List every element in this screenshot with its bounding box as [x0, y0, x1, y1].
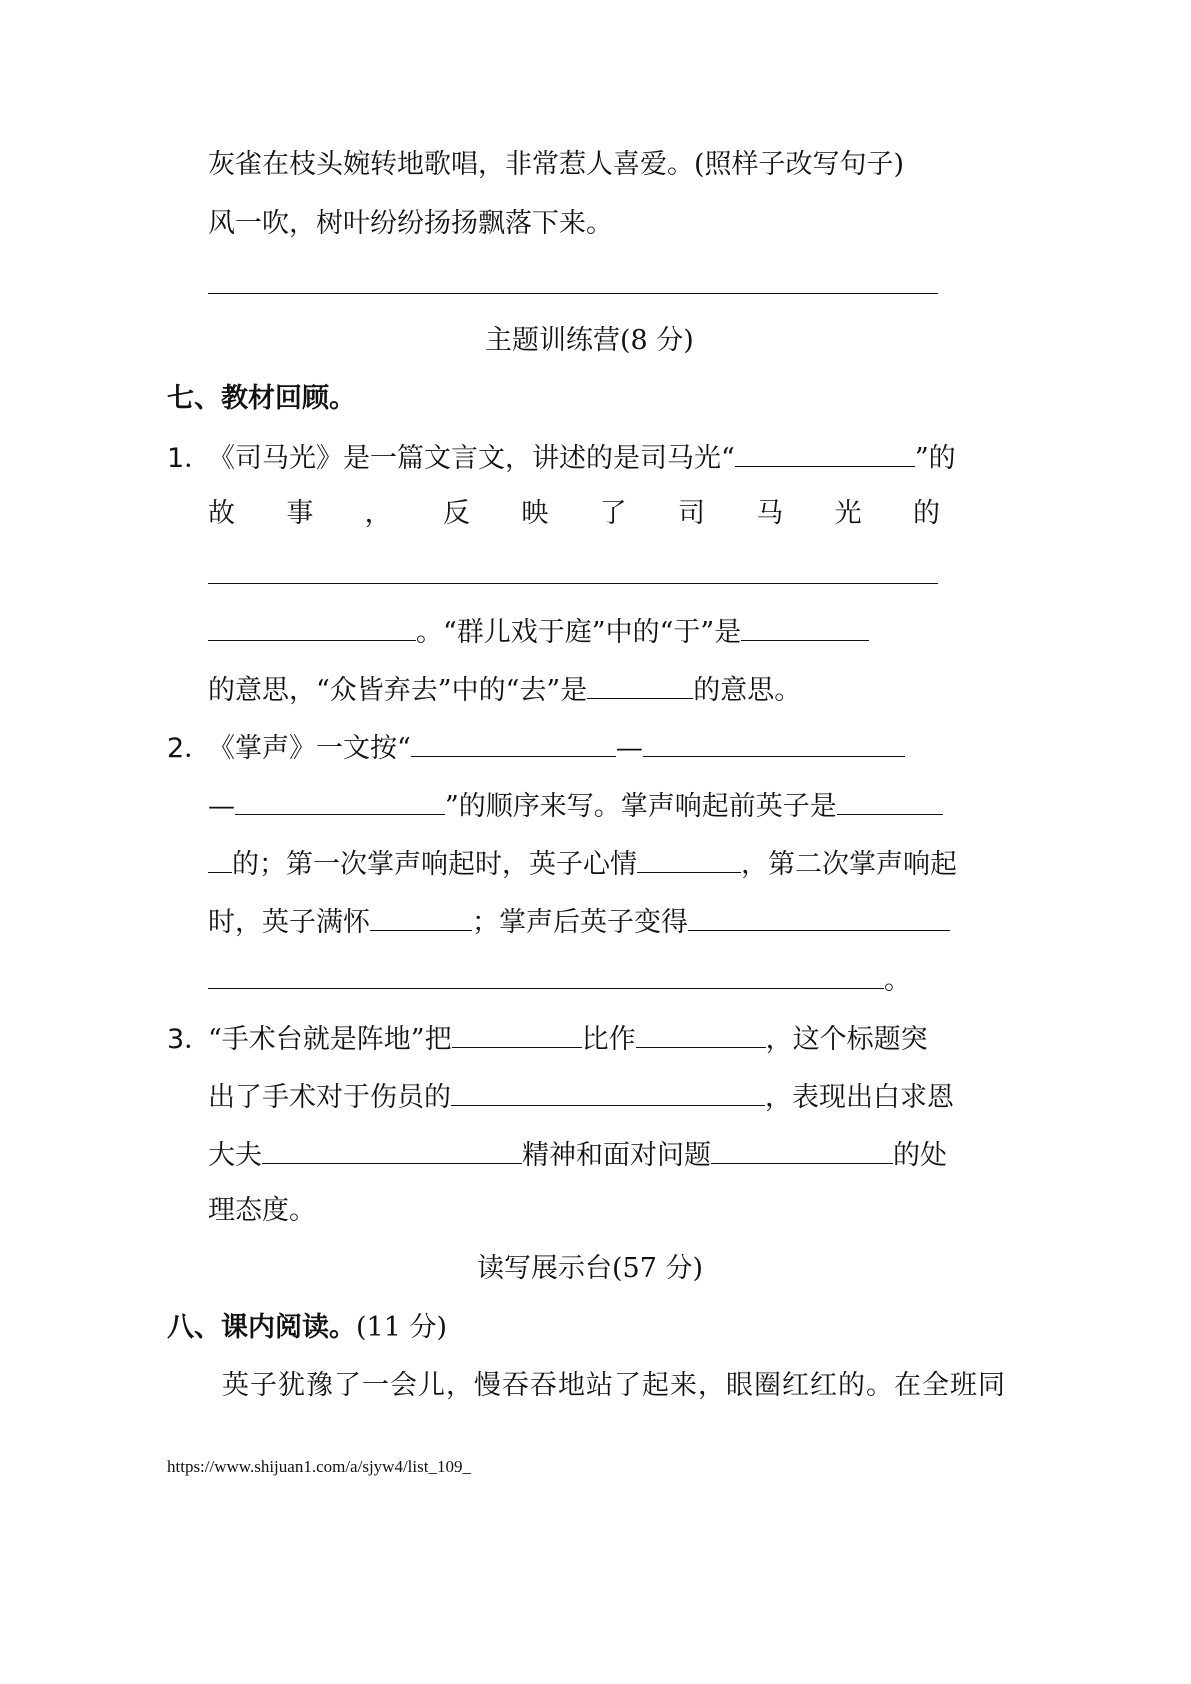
- q2-period: 。: [884, 965, 911, 996]
- q1-text-a: 《司马光》是一篇文言文，讲述的是司马光“: [208, 443, 735, 474]
- q3-text-d: 出了手术对于伤员的: [208, 1082, 451, 1113]
- q2-blank-8[interactable]: [688, 902, 950, 931]
- section-heading-reading: 读写展示台(57 分): [477, 1253, 704, 1284]
- task-sentence: 风一吹，树叶纷纷扬扬飘落下来。: [208, 208, 613, 239]
- q3-blank-4[interactable]: [262, 1135, 522, 1164]
- q2-text-b: ”的顺序来写。掌声响起前英子是: [445, 791, 837, 822]
- q1-char: 的: [912, 498, 940, 529]
- q3-number: 3．: [167, 1024, 212, 1055]
- q3-text-b: 比作: [581, 1024, 636, 1055]
- q3-text-a: “手术台就是阵地”把: [208, 1024, 452, 1055]
- q1-char: 马: [756, 498, 784, 529]
- q3-text-f: 大夫: [208, 1140, 262, 1171]
- q1-blank-4[interactable]: [741, 612, 869, 641]
- q2-line-3: [208, 844, 957, 883]
- q2-blank-4[interactable]: [837, 786, 943, 815]
- q1-char: 司: [677, 498, 705, 529]
- q2-number: 2．: [167, 733, 212, 764]
- section-heading-theme: 主题训练营(8 分): [485, 325, 694, 356]
- q1-text-e: 的意思。: [693, 675, 802, 706]
- q1-blank-3[interactable]: [208, 612, 416, 641]
- q2-blank-7[interactable]: [370, 902, 472, 931]
- example-sentence: [208, 147, 904, 183]
- section-8-score: (11 分): [356, 1312, 448, 1343]
- q1-text-b: ”的: [914, 443, 956, 474]
- q1-char: 故: [208, 498, 235, 529]
- q1-blank-5[interactable]: [587, 670, 693, 699]
- q2-line-4: [208, 902, 950, 941]
- q2-blank-1[interactable]: [411, 728, 616, 757]
- q3-line-2: [208, 1077, 954, 1116]
- q2-dash: —: [208, 791, 235, 822]
- q1-text-d: 的意思，“众皆弃去”中的“去”是: [208, 675, 588, 706]
- q2-text-d: ，第二次掌声响起: [741, 849, 957, 880]
- q2-text-c: 的；第一次掌声响起时，英子心情: [232, 849, 637, 880]
- q3-line-4: 理态度。: [208, 1195, 316, 1226]
- q3-blank-3[interactable]: [451, 1077, 765, 1106]
- q1-line-5: [208, 670, 801, 709]
- q1-line-1: [167, 438, 956, 477]
- q1-blank-1[interactable]: [735, 438, 915, 467]
- q3-text-e: ，表现出白求恩: [765, 1082, 954, 1113]
- q1-blank-2[interactable]: [208, 583, 938, 584]
- q2-dash: —: [615, 733, 643, 764]
- q1-char: 反: [442, 498, 470, 529]
- section-8-title-text: 八、课内阅读。: [167, 1312, 356, 1343]
- q1-char: 事: [286, 498, 314, 529]
- q3-text-g: 精神和面对问题: [522, 1140, 711, 1171]
- example-note: (照样子改写句子): [694, 149, 905, 180]
- q2-line-1: [167, 728, 905, 767]
- q2-text-a: 《掌声》一文按“: [208, 733, 411, 764]
- q2-line-5: [208, 960, 911, 999]
- q1-char: 映: [521, 498, 549, 529]
- q1-char: 了: [599, 498, 627, 529]
- q3-blank-5[interactable]: [711, 1135, 893, 1164]
- section-7-title: 七、教材回顾。: [167, 383, 356, 414]
- q3-blank-1[interactable]: [452, 1019, 582, 1048]
- section-8-title: [167, 1310, 447, 1346]
- answer-line: [208, 293, 938, 294]
- example-sentence-text: 灰雀在枝头婉转地歌唱，非常惹人喜爱。: [208, 149, 694, 180]
- q3-line-1: [167, 1019, 928, 1058]
- passage-line: 英子犹豫了一会儿，慢吞吞地站了起来，眼圈红红的。在全班同: [222, 1370, 1006, 1401]
- q1-text-c: 。“群儿戏于庭”中的“于”是: [416, 617, 742, 648]
- q2-blank-2[interactable]: [643, 728, 905, 757]
- q1-char: 光: [834, 498, 862, 529]
- q3-text-c: ，这个标题突: [765, 1024, 928, 1055]
- footer-url[interactable]: https://www.shijuan1.com/a/sjyw4/list_109_: [167, 1457, 471, 1476]
- q1-line-4: [208, 612, 869, 651]
- q3-text-h: 的处: [893, 1140, 947, 1171]
- q1-line-2: [208, 496, 940, 532]
- q2-text-f: ；掌声后英子变得: [472, 907, 688, 938]
- q1-char: ，: [364, 498, 392, 529]
- q2-blank-6[interactable]: [637, 844, 741, 873]
- q3-line-3: [208, 1135, 947, 1174]
- q2-blank-3[interactable]: [235, 786, 445, 815]
- q2-blank-5[interactable]: [208, 844, 232, 873]
- q2-text-e: 时，英子满怀: [208, 907, 370, 938]
- q1-number: 1．: [167, 443, 212, 474]
- q2-blank-9[interactable]: [208, 960, 884, 989]
- q2-line-2: [208, 786, 943, 825]
- q3-blank-2[interactable]: [636, 1019, 766, 1048]
